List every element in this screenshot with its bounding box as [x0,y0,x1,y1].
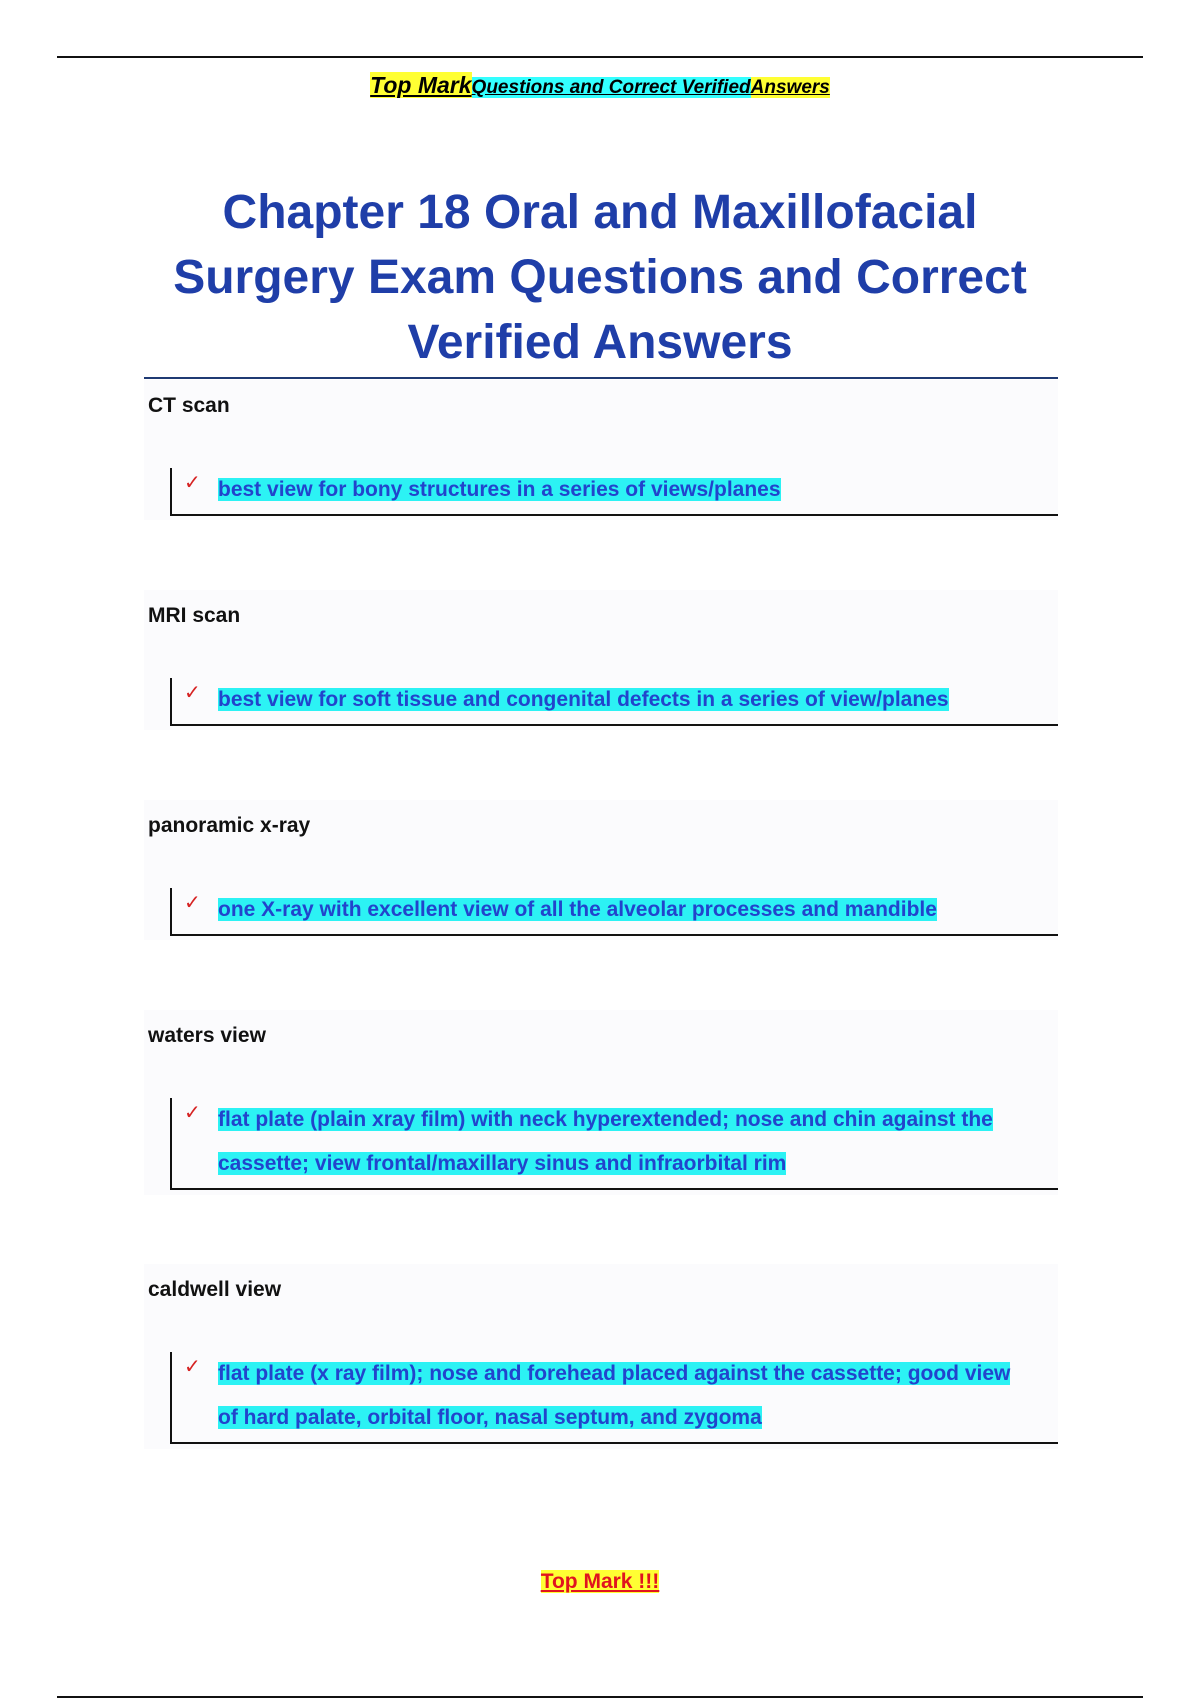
check-mark-icon: ✓ [184,1354,201,1378]
answer-line: of hard palate, orbital floor, nasal septum, and zygoma [218,1406,762,1429]
title-line-3: Verified Answers [407,316,793,369]
answer-line: flat plate (x ray film); nose and forehead placed against the cassette; good view [218,1362,1011,1385]
answer-text [218,1352,1044,1440]
footer-mark-text: Top Mark !!! [540,1570,660,1593]
answer-text [218,1098,1044,1186]
answer-box [170,1352,1058,1444]
answer-text [218,888,1044,932]
answer-line: one X-ray with excellent view of all the alveolar processes and mandible [218,898,937,921]
question-label: waters view [148,1024,266,1047]
footer-mark [0,1570,1200,1594]
question-label: panoramic x-ray [148,814,311,837]
check-mark-icon: ✓ [184,470,201,494]
question-label: MRI scan [148,604,241,627]
answer-line: flat plate (plain xray film) with neck hyperextended; nose and chin against the [218,1108,993,1131]
answer-box [170,678,1058,726]
title-line-2: Surgery Exam Questions and Correct [173,251,1027,304]
page-title [140,180,1060,375]
answer-box [170,888,1058,936]
qa-card [144,380,1058,520]
answer-box [170,468,1058,516]
answer-line: cassette; view frontal/maxillary sinus and infraorbital rim [218,1152,787,1175]
answer-box [170,1098,1058,1190]
answer-line: best view for soft tissue and congenital defects in a series of view/planes [218,688,949,711]
qa-card [144,800,1058,940]
top-rule [57,56,1143,58]
title-rule [144,377,1058,379]
page-header [0,72,1200,99]
answer-line: best view for bony structures in a series of views/planes [218,478,781,501]
header-answers: Answers [750,77,830,98]
title-line-1: Chapter 18 Oral and Maxillofacial [222,186,978,239]
question-label: caldwell view [148,1278,282,1301]
question-label: CT scan [148,394,230,417]
header-brand: Top Mark [370,72,472,98]
answer-text [218,468,1044,512]
qa-card [144,1010,1058,1195]
answer-text [218,678,1044,722]
check-mark-icon: ✓ [184,890,201,914]
qa-card [144,590,1058,730]
check-mark-icon: ✓ [184,1100,201,1124]
qa-card [144,1264,1058,1449]
check-mark-icon: ✓ [184,680,201,704]
header-subtitle: Questions and Correct Verified [471,77,751,98]
bottom-rule [57,1696,1143,1698]
